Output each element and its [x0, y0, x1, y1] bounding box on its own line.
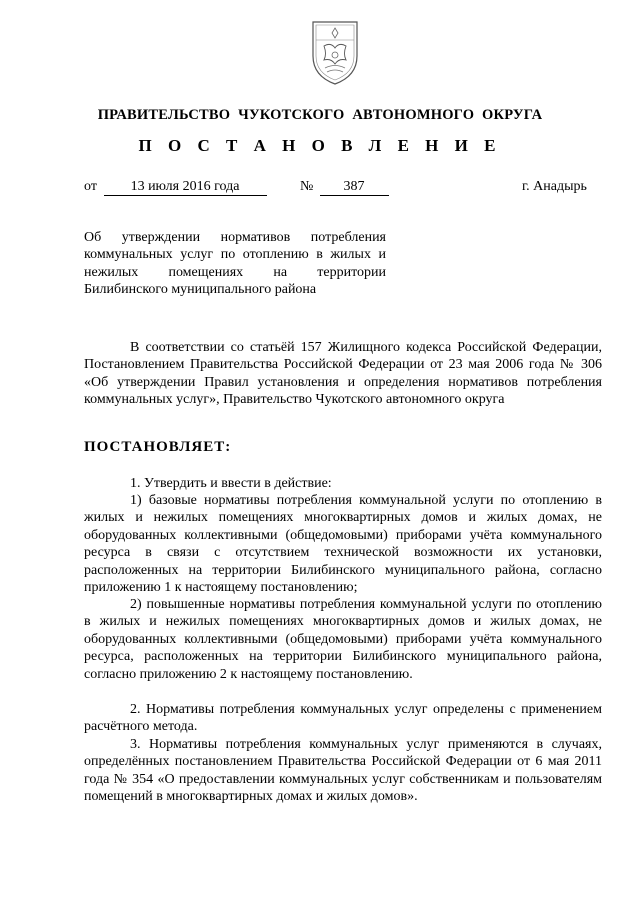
number-underline: [320, 195, 389, 196]
item-2: 2. Нормативы потребления коммунальных услуг определены с применением расчётного метода.: [84, 702, 602, 735]
government-name: ПРАВИТЕЛЬСТВО ЧУКОТСКОГО АВТОНОМНОГО ОКРУГА: [97, 107, 543, 123]
date-label: от: [84, 179, 97, 194]
subitem-2: 2) повышенные нормативы потребления коммунальной услуги по отоплению в жилых и нежилых помещениях многоквартирных домов и жилых домах, не оборудованных коллективными (общедомовыми) приборами учёта коммунального ресурса, расположенных на территории Билибинского муниципального района, согласно приложению 2 к настоящему постановлению.: [84, 597, 602, 682]
decree-title: П О С Т А Н О В Л Е Н И Е: [138, 136, 502, 155]
date-underline: [104, 195, 267, 196]
decree-subject: Об утверждении нормативов потребления коммунальных услуг по отоплению в жилых и нежилых помещениях на территории Билибинского муниципального района: [84, 230, 386, 298]
preamble-paragraph: В соответствии со статьёй 157 Жилищного кодекса Российской Федерации, Постановлением Правительства Российской Федерации от 23 мая 2006 года № 306 «Об утверждении Правил установления и определения нормативов потребления коммунальных услуг», Правительство Чукотского автономного округа: [84, 340, 602, 408]
item-3: 3. Нормативы потребления коммунальных услуг применяются в случаях, определённых постановлением Правительства Российской Федерации от 6 мая 2011 года № 354 «О предоставлении коммунальных услуг собственникам и пользователям помещений в многоквартирных домах и жилых домов».: [84, 737, 602, 805]
item-1: 1. Утвердить и ввести в действие:: [130, 476, 332, 491]
number-label: №: [300, 179, 314, 194]
city-name: г. Анадырь: [522, 179, 587, 194]
resolve-heading: ПОСТАНОВЛЯЕТ:: [84, 439, 232, 455]
subitem-1: 1) базовые нормативы потребления коммунальной услуги по отоплению в жилых и нежилых помещениях многоквартирных домов и жилых домах, не оборудованных коллективными (общедомовыми) приборами учёта коммунального ресурса в связи с отсутствием технической возможности их установки, расположенных на территории Билибинского муниципального района, согласно приложению 1 к настоящему постановлению;: [84, 493, 602, 596]
coat-of-arms-emblem-icon: [305, 16, 365, 88]
decree-date: 13 июля 2016 года: [130, 179, 240, 194]
decree-number: 387: [343, 179, 365, 194]
